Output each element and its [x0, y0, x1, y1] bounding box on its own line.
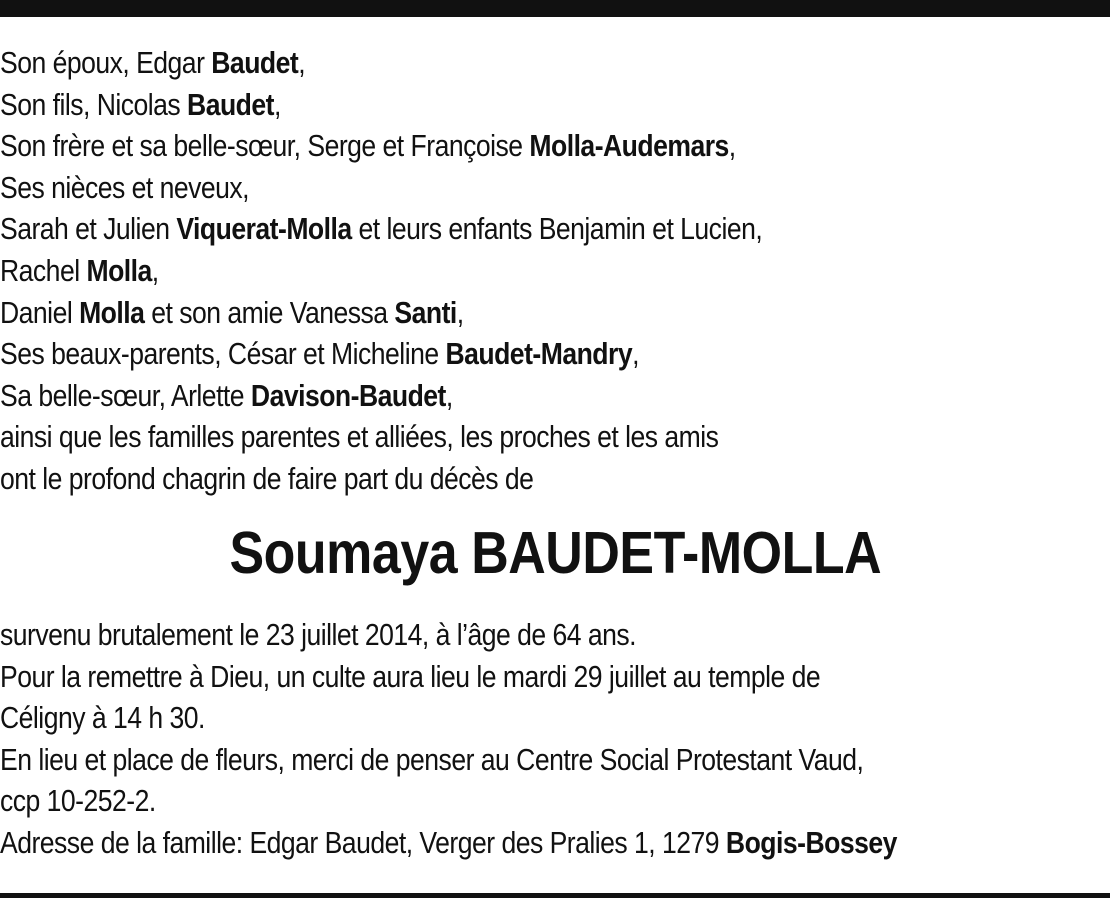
- surname: Baudet: [211, 45, 299, 80]
- surname: Baudet-Mandry: [445, 336, 633, 372]
- bottom-rule: [0, 893, 1110, 898]
- text-segment: Ses beaux-parents, César et Micheline: [0, 336, 446, 372]
- family-line: [0, 375, 1106, 417]
- family-line: [0, 416, 1106, 458]
- family-line: [0, 42, 1106, 84]
- text-segment: Ses nièces et neveux,: [0, 169, 250, 205]
- detail-line: [0, 697, 1106, 739]
- text-segment: ccp 10-252-2.: [0, 783, 156, 819]
- detail-line: [0, 780, 1106, 822]
- text-segment: Son fils, Nicolas: [0, 86, 188, 122]
- text-segment: Sarah et Julien: [0, 211, 177, 247]
- family-line: [0, 250, 1106, 292]
- surname: Molla: [86, 252, 152, 288]
- text-segment: ,: [456, 294, 464, 330]
- text-segment: Adresse de la famille: Edgar Baudet, Verger des Pralies 1, 1279: [0, 824, 726, 860]
- surname: Santi: [394, 294, 457, 330]
- detail-line: [0, 822, 1106, 864]
- family-line: [0, 333, 1106, 375]
- surname: Viquerat-Molla: [176, 211, 352, 247]
- text-segment: Son époux, Edgar: [0, 45, 212, 80]
- text-segment: Son frère et sa belle-sœur, Serge et Françoise: [0, 128, 530, 164]
- top-rule: [0, 0, 1110, 17]
- text-segment: ainsi que les familles parentes et alliées, les proches et les amis: [0, 419, 719, 455]
- text-segment: ont le profond chagrin de faire part du décès de: [0, 460, 534, 496]
- family-line: [0, 84, 1106, 126]
- family-line: [0, 208, 1106, 250]
- deceased-name: [0, 513, 1110, 593]
- text-segment: Céligny à 14 h 30.: [0, 700, 205, 736]
- text-segment: ,: [273, 86, 281, 122]
- text-segment: ,: [728, 128, 736, 164]
- surname: Bogis-Bossey: [725, 824, 897, 860]
- family-line: [0, 458, 1106, 500]
- text-segment: et leurs enfants Benjamin et Lucien,: [351, 211, 763, 247]
- family-line: [0, 292, 1106, 334]
- detail-line: [0, 614, 1106, 656]
- surname: Baudet: [187, 86, 274, 122]
- text-segment: ,: [151, 252, 159, 288]
- surname: Molla: [79, 294, 145, 330]
- text-segment: Daniel: [0, 294, 80, 330]
- text-segment: En lieu et place de fleurs, merci de penser au Centre Social Protestant Vaud,: [0, 741, 864, 777]
- text-segment: Pour la remettre à Dieu, un culte aura lieu le mardi 29 juillet au temple de: [0, 658, 821, 694]
- surname: Molla-Audemars: [529, 128, 729, 164]
- surname: Davison-Baudet: [250, 377, 446, 413]
- detail-line: [0, 739, 1106, 781]
- text-segment: ,: [298, 45, 306, 80]
- notice-details: [0, 614, 1106, 864]
- family-line: [0, 167, 1106, 209]
- text-segment: et son amie Vanessa: [144, 294, 395, 330]
- detail-line: [0, 656, 1106, 698]
- family-list: [0, 42, 1106, 500]
- text-segment: survenu brutalement le 23 juillet 2014, à l’âge de 64 ans.: [0, 617, 637, 652]
- deceased-name-text: Soumaya BAUDET-MOLLA: [229, 520, 881, 586]
- text-segment: Rachel: [0, 252, 87, 288]
- text-segment: Sa belle-sœur, Arlette: [0, 377, 251, 413]
- text-segment: ,: [445, 377, 453, 413]
- family-line: [0, 125, 1106, 167]
- text-segment: ,: [632, 336, 639, 372]
